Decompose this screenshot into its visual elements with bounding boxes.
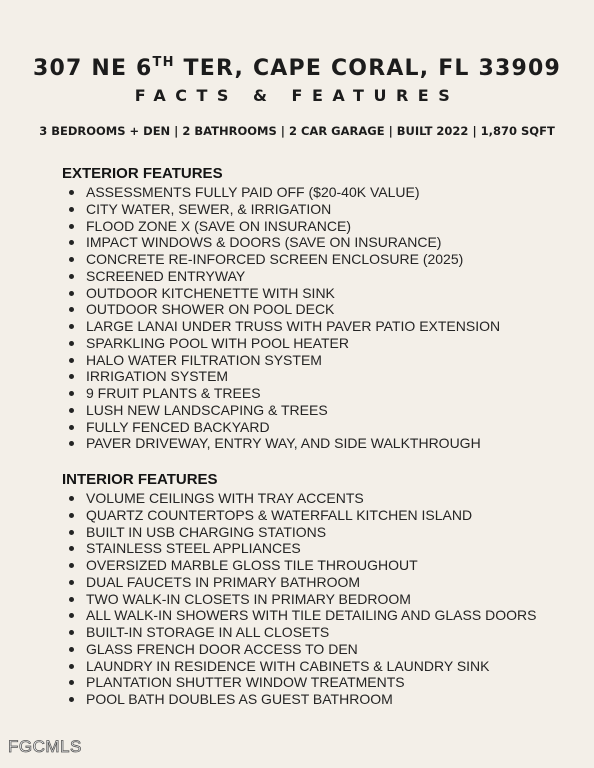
- page-subtitle: FACTS & FEATURES: [134, 86, 460, 105]
- bullet-icon: [69, 291, 74, 296]
- bullet-icon: [69, 408, 74, 413]
- interior-feature-text: ALL WALK-IN SHOWERS WITH TILE DETAILING AND GLASS DOORS: [86, 607, 537, 624]
- interior-feature-item: [64, 524, 536, 541]
- interior-feature-text: DUAL FAUCETS IN PRIMARY BATHROOM: [86, 573, 361, 590]
- exterior-feature-item: [64, 352, 500, 369]
- interior-feature-text: BUILT IN USB CHARGING STATIONS: [86, 523, 327, 540]
- exterior-feature-text: PAVER DRIVEWAY, ENTRY WAY, AND SIDE WALKTHROUGH: [86, 435, 481, 452]
- bullet-icon: [69, 441, 74, 446]
- exterior-feature-text: LUSH NEW LANDSCAPING & TREES: [86, 401, 328, 418]
- exterior-feature-item: [64, 251, 500, 268]
- exterior-feature-item: [64, 368, 500, 385]
- interior-feature-item: [64, 591, 536, 608]
- exterior-features-heading: EXTERIOR FEATURES: [62, 165, 223, 182]
- interior-feature-item: [64, 557, 536, 574]
- bullet-icon: [69, 307, 74, 312]
- exterior-feature-text: OUTDOOR SHOWER ON POOL DECK: [86, 301, 335, 318]
- exterior-feature-text: SPARKLING POOL WITH POOL HEATER: [86, 334, 349, 351]
- exterior-feature-text: CONCRETE RE-INFORCED SCREEN ENCLOSURE (2025): [86, 251, 464, 267]
- interior-feature-item: [64, 691, 536, 708]
- exterior-feature-text: HALO WATER FILTRATION SYSTEM: [86, 351, 322, 368]
- exterior-feature-item: [64, 318, 500, 335]
- interior-feature-text: VOLUME CEILINGS WITH TRAY ACCENTS: [86, 490, 364, 506]
- bullet-icon: [69, 630, 74, 635]
- bullet-icon: [69, 697, 74, 702]
- exterior-feature-text: CITY WATER, SEWER, & IRRIGATION: [86, 200, 332, 217]
- title-address-rest: TER, CAPE CORAL, FL 33909: [174, 56, 562, 81]
- bullet-icon: [69, 664, 74, 669]
- interior-feature-item: [64, 674, 536, 691]
- interior-feature-item: [64, 507, 536, 524]
- bullet-icon: [69, 257, 74, 262]
- exterior-feature-text: FULLY FENCED BACKYARD: [86, 418, 270, 435]
- interior-features-list: [64, 490, 536, 708]
- exterior-feature-item: [64, 218, 500, 235]
- interior-feature-text: OVERSIZED MARBLE GLOSS TILE THROUGHOUT: [86, 557, 418, 573]
- bullet-icon: [69, 647, 74, 652]
- bullet-icon: [69, 496, 74, 501]
- exterior-feature-text: IMPACT WINDOWS & DOORS (SAVE ON INSURANCE): [86, 234, 442, 251]
- interior-feature-text: LAUNDRY IN RESIDENCE WITH CABINETS & LAUNDRY SINK: [86, 657, 490, 674]
- exterior-feature-text: LARGE LANAI UNDER TRUSS WITH PAVER PATIO EXTENSION: [86, 318, 501, 334]
- exterior-feature-item: [64, 435, 500, 452]
- exterior-feature-item: [64, 385, 500, 402]
- exterior-feature-item: [64, 419, 500, 436]
- interior-feature-item: [64, 490, 536, 507]
- bullet-icon: [69, 530, 74, 535]
- bullet-icon: [69, 425, 74, 430]
- exterior-feature-text: OUTDOOR KITCHENETTE WITH SINK: [86, 284, 335, 301]
- title-address-number: 307 NE 6: [32, 56, 153, 81]
- interior-feature-item: [64, 624, 536, 641]
- bullet-icon: [69, 341, 74, 346]
- exterior-feature-item: [64, 335, 500, 352]
- bullet-icon: [69, 580, 74, 585]
- bullet-icon: [69, 324, 74, 329]
- exterior-features-list: [64, 184, 500, 452]
- bullet-icon: [69, 563, 74, 568]
- bullet-icon: [69, 240, 74, 245]
- exterior-feature-item: [64, 184, 500, 201]
- exterior-feature-item: [64, 285, 500, 302]
- property-specs: 3 BEDROOMS + DEN | 2 BATHROOMS | 2 CAR GARAGE | BUILT 2022 | 1,870 SQFT: [39, 124, 555, 138]
- exterior-feature-item: [64, 268, 500, 285]
- interior-feature-item: [64, 658, 536, 675]
- bullet-icon: [69, 546, 74, 551]
- bullet-icon: [69, 274, 74, 279]
- bullet-icon: [69, 207, 74, 212]
- exterior-feature-text: IRRIGATION SYSTEM: [86, 368, 229, 385]
- exterior-feature-item: [64, 402, 500, 419]
- bullet-icon: [69, 358, 74, 363]
- exterior-feature-text: 9 FRUIT PLANTS & TREES: [86, 385, 261, 401]
- interior-feature-item: [64, 641, 536, 658]
- interior-feature-text: PLANTATION SHUTTER WINDOW TREATMENTS: [86, 674, 405, 691]
- interior-feature-text: STAINLESS STEEL APPLIANCES: [86, 540, 301, 557]
- bullet-icon: [69, 190, 74, 195]
- bullet-icon: [69, 613, 74, 618]
- bullet-icon: [69, 597, 74, 602]
- bullet-icon: [69, 374, 74, 379]
- interior-feature-text: TWO WALK-IN CLOSETS IN PRIMARY BEDROOM: [86, 590, 411, 607]
- exterior-feature-text: SCREENED ENTRYWAY: [86, 267, 246, 284]
- exterior-feature-text: FLOOD ZONE X (SAVE ON INSURANCE): [86, 217, 351, 234]
- exterior-feature-item: [64, 301, 500, 318]
- interior-feature-item: [64, 540, 536, 557]
- title-ordinal-suffix: TH: [152, 55, 175, 70]
- exterior-feature-text: ASSESSMENTS FULLY PAID OFF ($20-40K VALUE): [86, 184, 420, 200]
- bullet-icon: [69, 224, 74, 229]
- exterior-feature-item: [64, 201, 500, 218]
- interior-feature-text: BUILT-IN STORAGE IN ALL CLOSETS: [86, 624, 330, 640]
- bullet-icon: [69, 513, 74, 518]
- interior-feature-text: QUARTZ COUNTERTOPS & WATERFALL KITCHEN ISLAND: [86, 506, 473, 523]
- bullet-icon: [69, 391, 74, 396]
- bullet-icon: [69, 680, 74, 685]
- exterior-feature-item: [64, 234, 500, 251]
- page-title: [0, 56, 594, 81]
- interior-feature-text: POOL BATH DOUBLES AS GUEST BATHROOM: [86, 691, 393, 707]
- interior-feature-text: GLASS FRENCH DOOR ACCESS TO DEN: [86, 640, 358, 657]
- mls-watermark: FGCMLS: [8, 737, 82, 756]
- interior-feature-item: [64, 607, 536, 624]
- interior-feature-item: [64, 574, 536, 591]
- interior-features-heading: INTERIOR FEATURES: [62, 471, 218, 488]
